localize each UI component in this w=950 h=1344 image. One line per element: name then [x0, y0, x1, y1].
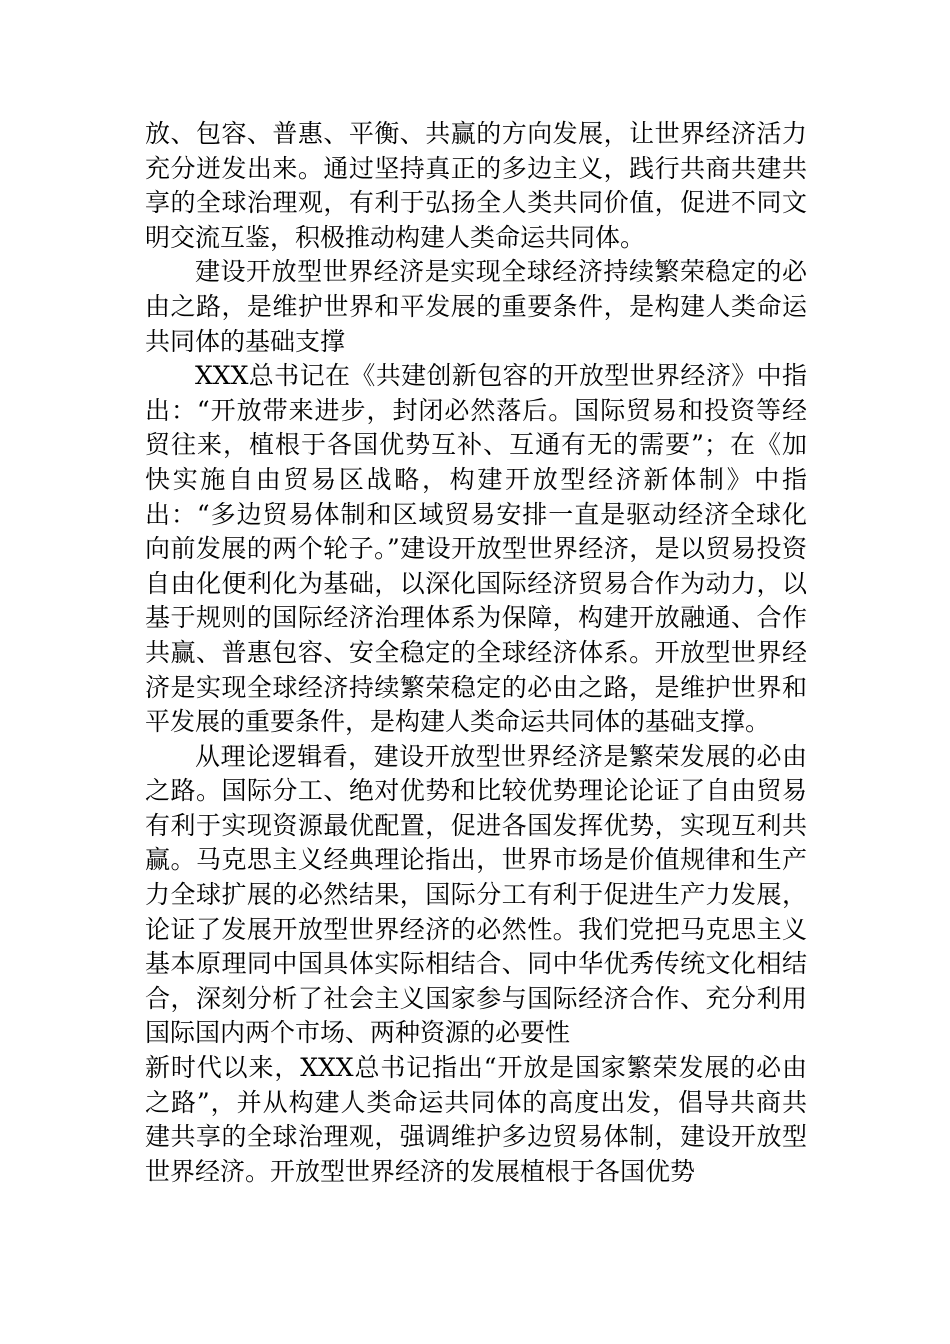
- paragraph-new-era: 新时代以来，XXX总书记指出“开放是国家繁荣发展的必由之路”，并从构建人类命运共同体的高度出发，倡导共商共建共享的全球治理观，强调维护多边贸易体制，建设开放型世界经济。开放型世界经济的发展植根于各国优势: [145, 1053, 807, 1186]
- document-page: [145, 117, 807, 1189]
- paragraph-quotation: XXX总书记在《共建创新包容的开放型世界经济》中指出：“开放带来进步，封闭必然落后。国际贸易和投资等经贸往来，植根于各国优势互补、互通有无的需要”；在《加快实施自由贸易区战略，构建开放型经济新体制》中指出：“多边贸易体制和区域贸易安排一直是驱动经济全球化向前发展的两个轮子。”建设开放型世界经济，是以贸易投资自由化便利化为基础，以深化国际经济贸易合作为动力，以基于规则的国际经济治理体系为保障，构建开放融通、合作共赢、普惠包容、安全稳定的全球经济体系。开放型世界经济是实现全球经济持续繁荣稳定的必由之路，是维护世界和平发展的重要条件，是构建人类命运共同体的基础支撑。: [145, 361, 807, 737]
- paragraph-heading-open-economy: 建设开放型世界经济是实现全球经济持续繁荣稳定的必由之路，是维护世界和平发展的重要条件，是构建人类命运共同体的基础支撑: [145, 257, 807, 356]
- paragraph-continuation: 放、包容、普惠、平衡、共赢的方向发展，让世界经济活力充分迸发出来。通过坚持真正的多边主义，践行共商共建共享的全球治理观，有利于弘扬全人类共同价值，促进不同文明交流互鉴，积极推动构建人类命运共同体。: [145, 119, 807, 252]
- paragraph-theory-logic: 从理论逻辑看，建设开放型世界经济是繁荣发展的必由之路。国际分工、绝对优势和比较优势理论论证了自由贸易有利于实现资源最优配置，促进各国发挥优势，实现互利共赢。马克思主义经典理论指出，世界市场是价值规律和生产力全球扩展的必然结果，国际分工有利于促进生产力发展，论证了发展开放型世界经济的必然性。我们党把马克思主义基本原理同中国具体实际相结合、同中华优秀传统文化相结合，深刻分析了社会主义国家参与国际经济合作、充分利用国际国内两个市场、两种资源的必要性: [145, 741, 807, 1048]
